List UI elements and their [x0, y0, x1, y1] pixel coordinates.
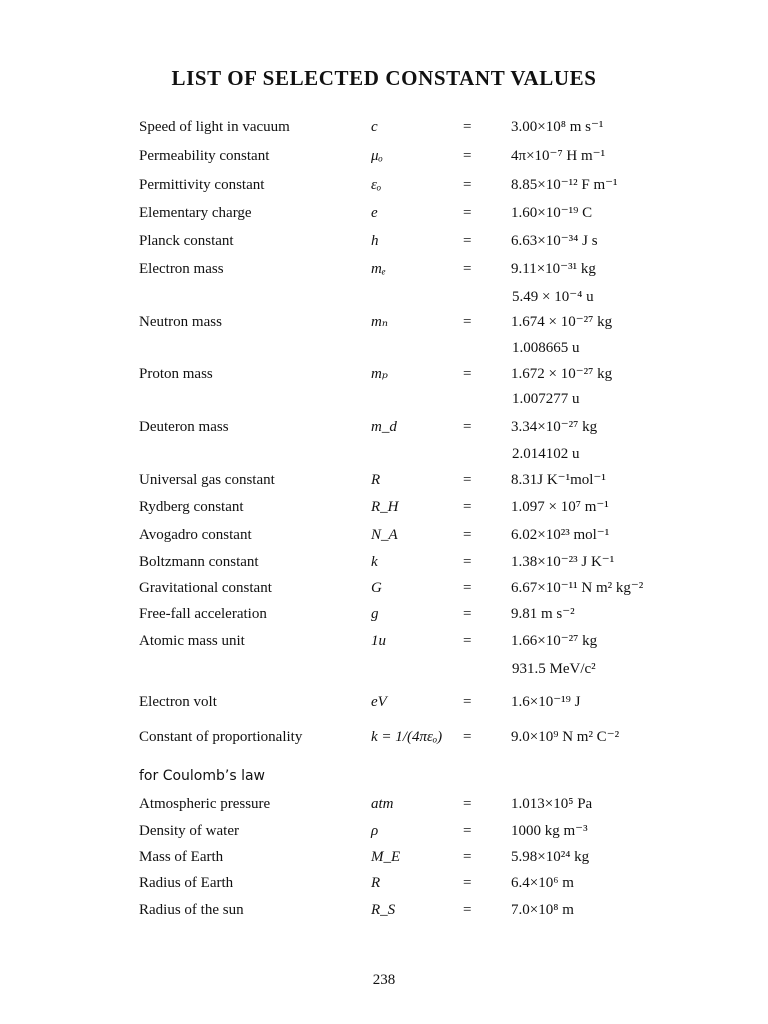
equals-sign: =	[463, 177, 472, 193]
constant-value: 931.5 MeV/c²	[512, 661, 596, 677]
equals-sign: =	[463, 499, 472, 515]
constant-value: 9.0×10⁹ N m² C⁻²	[511, 729, 620, 745]
equals-sign: =	[463, 606, 472, 622]
constant-symbol: 1u	[371, 633, 386, 649]
equals-sign: =	[463, 633, 472, 649]
equals-sign: =	[463, 849, 472, 865]
constant-value: 9.81 m s⁻²	[511, 606, 575, 622]
table-row	[0, 308, 768, 336]
constant-value: 1.008665 u	[512, 340, 580, 356]
constant-value: 9.11×10⁻³¹ kg	[511, 261, 596, 277]
table-row	[0, 466, 768, 494]
table-row	[0, 655, 768, 683]
constant-name: Deuteron mass	[139, 419, 229, 435]
constant-symbol: c	[371, 119, 378, 135]
constant-value: 7.0×10⁸ m	[511, 902, 574, 918]
table-row	[0, 199, 768, 227]
equals-sign: =	[463, 119, 472, 135]
constant-symbol: εₒ	[371, 177, 382, 193]
table-row	[0, 843, 768, 871]
equals-sign: =	[463, 472, 472, 488]
equals-sign: =	[463, 527, 472, 543]
constant-symbol: G	[371, 580, 382, 596]
constant-name: Neutron mass	[139, 314, 222, 330]
constant-name: Density of water	[139, 823, 239, 839]
table-row	[0, 869, 768, 897]
constant-value: 1.007277 u	[512, 391, 580, 407]
page-title: LIST OF SELECTED CONSTANT VALUES	[171, 66, 597, 90]
constant-name: for Coulomb’s law	[139, 768, 266, 784]
constant-value: 6.4×10⁶ m	[511, 875, 574, 891]
constant-value: 5.98×10²⁴ kg	[511, 849, 590, 865]
constant-value: 1.097 × 10⁷ m⁻¹	[511, 499, 609, 515]
equals-sign: =	[463, 796, 472, 812]
equals-sign: =	[463, 205, 472, 221]
constant-name: Gravitational constant	[139, 580, 272, 596]
equals-sign: =	[463, 554, 472, 570]
constant-value: 8.85×10⁻¹² F m⁻¹	[511, 177, 618, 193]
constant-symbol: eV	[371, 694, 387, 710]
table-row	[0, 440, 768, 468]
table-row	[0, 790, 768, 818]
constant-name: Elementary charge	[139, 205, 252, 221]
table-row	[0, 627, 768, 655]
constant-value: 1.674 × 10⁻²⁷ kg	[511, 314, 613, 330]
constant-symbol: R	[371, 875, 381, 891]
equals-sign: =	[463, 729, 472, 745]
constant-symbol: mₚ	[371, 366, 388, 382]
equals-sign: =	[463, 419, 472, 435]
table-row	[0, 600, 768, 628]
constant-symbol: ρ	[371, 823, 379, 839]
constant-value: 3.34×10⁻²⁷ kg	[511, 419, 598, 435]
equals-sign: =	[463, 902, 472, 918]
constant-value: 1.672 × 10⁻²⁷ kg	[511, 366, 613, 382]
constant-name: Boltzmann constant	[139, 554, 259, 570]
constant-value: 1.013×10⁵ Pa	[511, 796, 593, 812]
constant-value: 1.6×10⁻¹⁹ J	[511, 694, 581, 710]
constant-symbol: m_d	[371, 419, 397, 435]
constant-value: 6.63×10⁻³⁴ J s	[511, 233, 598, 249]
table-row	[0, 723, 768, 751]
table-row	[0, 688, 768, 716]
constant-value: 6.02×10²³ mol⁻¹	[511, 527, 610, 543]
table-row	[0, 142, 768, 170]
constant-name: Free-fall acceleration	[139, 606, 267, 622]
constant-symbol: N_A	[371, 527, 398, 543]
table-row	[0, 413, 768, 441]
page-number: 238	[372, 972, 396, 988]
constant-value: 8.31J K⁻¹mol⁻¹	[511, 472, 606, 488]
table-row	[0, 113, 768, 141]
table-row	[0, 255, 768, 283]
equals-sign: =	[463, 314, 472, 330]
table-row	[0, 896, 768, 924]
equals-sign: =	[463, 148, 472, 164]
constant-name: Avogadro constant	[139, 527, 252, 543]
constant-name: Radius of the sun	[139, 902, 244, 918]
constant-symbol: atm	[371, 796, 394, 812]
constant-symbol: mₑ	[371, 261, 386, 277]
constant-name: Proton mass	[139, 366, 213, 382]
equals-sign: =	[463, 261, 472, 277]
constant-symbol: R	[371, 472, 381, 488]
constant-symbol: k = 1/(4πεₒ)	[371, 729, 443, 745]
equals-sign: =	[463, 823, 472, 839]
equals-sign: =	[463, 694, 472, 710]
constant-symbol: mₙ	[371, 314, 388, 330]
constant-symbol: h	[371, 233, 379, 249]
constant-value: 1000 kg m⁻³	[511, 823, 588, 839]
table-row	[0, 521, 768, 549]
table-row	[0, 283, 768, 311]
constant-value: 3.00×10⁸ m s⁻¹	[511, 119, 604, 135]
constant-name: Electron mass	[139, 261, 224, 277]
table-row	[0, 493, 768, 521]
constant-symbol: e	[371, 205, 378, 221]
constant-name: Permeability constant	[139, 148, 270, 164]
constant-value: 1.60×10⁻¹⁹ C	[511, 205, 593, 221]
constant-name: Permittivity constant	[139, 177, 265, 193]
equals-sign: =	[463, 875, 472, 891]
equals-sign: =	[463, 580, 472, 596]
constant-name: Universal gas constant	[139, 472, 275, 488]
constant-name: Electron volt	[139, 694, 217, 710]
constant-symbol: g	[371, 606, 379, 622]
constant-symbol: μₒ	[371, 148, 383, 164]
constant-symbol: M_E	[371, 849, 401, 865]
table-row	[0, 227, 768, 255]
table-row	[0, 385, 768, 413]
table-row	[0, 762, 768, 790]
table-row	[0, 548, 768, 576]
constant-name: Rydberg constant	[139, 499, 244, 515]
constant-symbol: k	[371, 554, 378, 570]
constant-symbol: R_S	[371, 902, 396, 918]
constant-value: 6.67×10⁻¹¹ N m² kg⁻²	[511, 580, 644, 596]
table-row	[0, 171, 768, 199]
constant-name: Radius of Earth	[139, 875, 234, 891]
table-row	[0, 334, 768, 362]
constant-value: 1.66×10⁻²⁷ kg	[511, 633, 598, 649]
table-row	[0, 574, 768, 602]
constant-name: Planck constant	[139, 233, 234, 249]
constant-name: Atomic mass unit	[139, 633, 245, 649]
table-row	[0, 360, 768, 388]
equals-sign: =	[463, 366, 472, 382]
constant-name: Constant of proportionality	[139, 729, 303, 745]
constant-value: 5.49 × 10⁻⁴ u	[512, 289, 594, 305]
table-row	[0, 817, 768, 845]
constant-symbol: R_H	[371, 499, 399, 515]
constant-name: Mass of Earth	[139, 849, 224, 865]
constant-name: Speed of light in vacuum	[139, 119, 290, 135]
constant-value: 1.38×10⁻²³ J K⁻¹	[511, 554, 615, 570]
constant-name: Atmospheric pressure	[139, 796, 271, 812]
equals-sign: =	[463, 233, 472, 249]
constant-value: 4π×10⁻⁷ H m⁻¹	[511, 148, 606, 164]
constant-value: 2.014102 u	[512, 446, 580, 462]
